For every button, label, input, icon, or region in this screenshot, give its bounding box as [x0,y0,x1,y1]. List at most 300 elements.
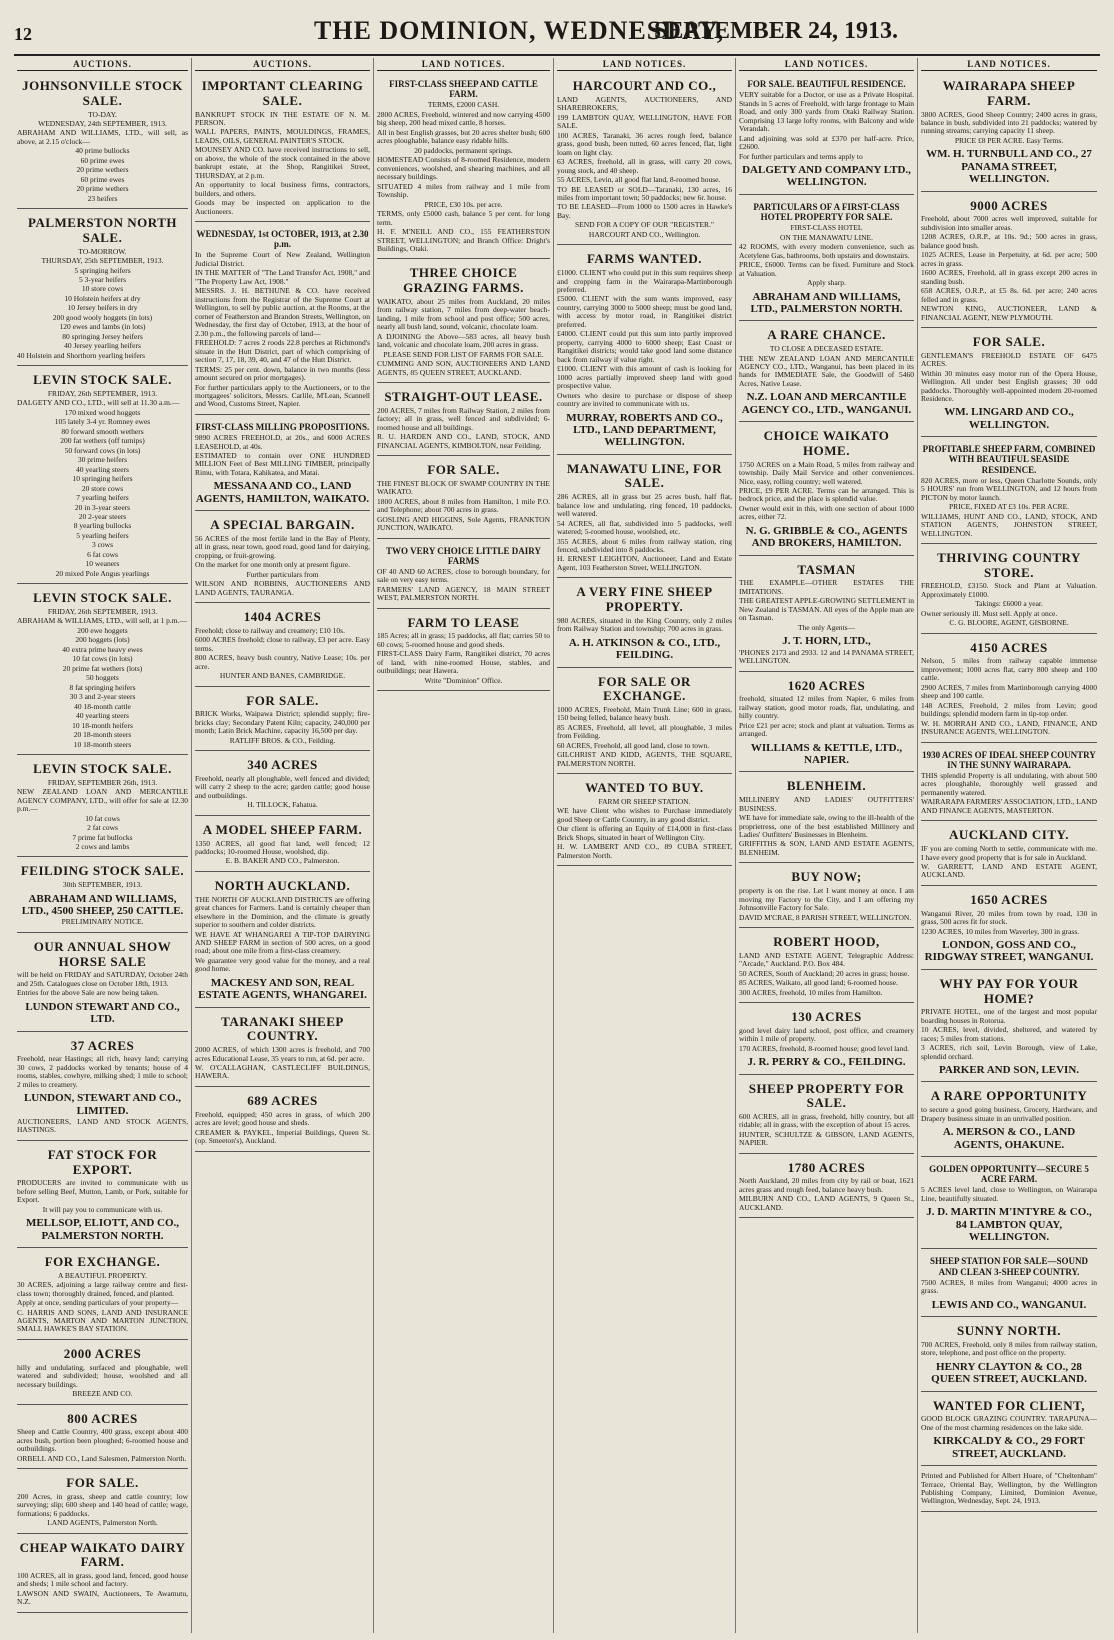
advertisement-text: A BEAUTIFUL PROPERTY. [58,1270,147,1280]
section-heading-auctions: AUCTIONS. [195,58,370,71]
advertisement-text: 1800 ACRES, about 8 miles from Hamilton, 1 mile P.O. and Telephone; about 700 acres in grass. [377,496,550,515]
advertisement-text: PRODUCERS are invited to communicate with us before selling Beef, Mutton, Lamb, or Pork, suitable for Export. [17,1178,188,1205]
advertiser-name: A. H. ATKINSON & CO., LTD., FEILDING. [568,636,721,662]
advertisement-heading: MANAWATU LINE, FOR SALE. [566,460,722,491]
advertisement-text: property is on the rise. Let I want money at once. I am moving my Factory to the City, and I am offering my Johnsonville Factory for Sale. [739,886,914,913]
column-4 [554,58,736,1633]
advertisement-text: good level dairy land school, post office, and creamery within 1 mile of property. [739,1025,914,1044]
advertisement-text: 3 cows [91,540,114,550]
advertisement-heading: 1650 ACRES [970,891,1048,907]
advertisement-text: 50 hoggets [86,673,119,683]
advertiser-name: ABRAHAM AND WILLIAMS, LTD., 4500 SHEEP, 250 CATTLE. [21,892,184,918]
advertisement [195,1089,370,1152]
advertisement-heading: CHOICE WAIKATO HOME. [763,428,890,458]
advertiser-name: WILLIAMS & KETTLE, LTD., NAPIER. [750,741,903,767]
advertisement-text: 100 ACRES, all in grass, good land, fenced, good house and sheds; 1 mile school and factory. [17,1571,188,1589]
advertisement-text: 980 ACRES, situated in the King Country, only 2 miles from Railway Station and township; 700 acres in grass. [557,615,732,634]
advertisement-text: H. ERNEST LEIGHTON, Auctioneer, Land and Estate Agent, 103 Featherston Street, WELLINGTON. [557,554,732,572]
advertisement [739,1005,914,1075]
advertisement-text: 5 3-year heifers [78,275,127,284]
advertisement-text: Freehold, near Hastings; all rich, heavy land; carrying 30 cows, 2 paddocks worked by tenants; house of 4 rooms, stables, cowbyre, milking shed; 1 mile to school; 2 miles to creamery. [17,1054,188,1089]
advertisement [739,865,914,928]
advertisement-text: 200 good wooly hoggets (in lots) [52,312,153,322]
advertisement-heading: BLENHEIM. [786,778,867,794]
advertisement-text: Further particulars from [246,569,319,579]
advertisement-heading: FEILDING STOCK SALE. [20,863,185,879]
advertisement-text: 20 mixed Pole Angus yearlings [55,568,150,578]
advertisement-text: W. GARRETT, LAND AND ESTATE AGENT, AUCKLAND. [921,861,1097,880]
advertisement-text: RATLIFF BROS. & CO., Feilding. [229,735,336,745]
advertisement-heading: FIRST-CLASS MILLING PROPOSITIONS. [195,421,370,432]
advertisement-text: DAVID M'CRAE, 8 PARISH STREET, WELLINGTON. [739,912,912,922]
advertisement-text: 300 ACRES, freehold, 10 miles from Hamilton. [739,987,883,997]
advertisement [739,197,914,321]
advertisement-text: 6 fat cows [87,549,118,559]
advertisement-text: 658 ACRES, O.R.P., at £5 8s. 6d. per acre; 240 acres felled and in grass. [921,286,1097,304]
advertisement-text: FRIDAY, 26th SEPTEMBER, 1913. [47,606,158,616]
advertisement-text: 60 ACRES, Freehold, all good land, close to town. [557,740,710,750]
advertisement-text: 2000 ACRES, of which 1300 acres is freehold, and 700 acres Educational Lease, 35 years to run, at 6d. per acre. [195,1045,370,1063]
advertisement-text: ESTIMATED to contain over ONE HUNDRED MILLION Feet of Best MILLING TIMBER, principally Rimu, with Totara, Kahikatea, and Matai. [195,451,370,477]
advertisement-text: 800 ACRES, heavy bush country, Native Lease; 10s. per acre. [195,653,370,671]
advertisement-text: 700 ACRES, Freehold, only 8 miles from railway station, store, telephone, and post office on the property. [921,1339,1097,1358]
advertisement-text: W. O'CALLAGHAN, CASTLECLIFF BUILDINGS, HAWERA. [195,1063,370,1081]
advertisement-text: 7500 ACRES, 8 miles from Wanganui; 4000 acres in grass. [921,1277,1097,1296]
advertiser-name: DALGETY AND COMPANY LTD., WELLINGTON. [742,164,911,189]
advertisement-text: TERMS, £2000 CASH. [427,100,500,110]
advertisement-text: 10 18-month heifers [72,720,133,730]
advertisement-heading: ROBERT HOOD, [773,933,880,949]
advertisement [921,823,1097,886]
advertisement-text: 55 ACRES, Levin, all good flat land, 8-roomed house. [557,175,721,185]
advertisement-text: We guarantee very good value for the money, and a real good home. [195,955,370,974]
advertisement-text: IF you are coming North to settle, communicate with me. I have every good property that is for sale in Auckland. [921,844,1097,862]
advertisement-text: OF 40 AND 60 ACRES, close to borough boundary, for sale on very easy terms. [377,566,550,585]
advertisement-text: FIRST-CLASS HOTEL [790,223,863,233]
advertisement-heading: PROFITABLE SHEEP FARM, COMBINED WITH BEAUTIFUL SEASIDE RESIDENCE. [922,444,1096,475]
advertisement-heading: A MODEL SHEEP FARM. [202,821,363,837]
advertisement-text: HUNTER, SCHULTZE & GIBSON, LAND AGENTS, NAPIER. [739,1129,914,1148]
advertisement-text: 10 weaners [85,559,120,569]
advertisement-text: AUCTIONEERS, LAND AND STOCK AGENTS, HASTINGS. [17,1116,188,1135]
advertisement [17,211,188,366]
advertisement-text: Land adjoining was sold at £370 per half-acre. Price, £2600. [739,133,914,152]
advertisement-text: H. F. M'NEILL AND CO., 155 FEATHERSTON STREET, WELLINGTON; and Branch Office: Dright's Buildings, Otaki. [377,227,550,253]
advertisement [17,1536,188,1613]
advertisement-text: THIS splendid Property is all undulating, with about 500 acres ploughable, thoroughly well grassed and permanently watered. [921,771,1097,797]
advertisement-heading: SUNNY NORTH. [956,1323,1061,1339]
advertisement-text: freehold, situated 12 miles from Napier, 6 miles from railway station, good motor roads, flat, undulating, and hilly country. [739,694,914,721]
advertisement-text: WAIRARAPA FARMERS' ASSOCIATION, LTD., LAND AND FINANCE AGENTS, MASTERTON. [921,797,1097,815]
advertisement-heading: WANTED FOR CLIENT, [932,1397,1086,1413]
advertiser-name: WM. H. TURNBULL AND CO., 27 PANAMA STREET, WELLINGTON. [926,148,1092,186]
advertisement-text: £5000. CLIENT with the sum wants improved, easy country, carrying 3000 to 5000 sheep; must be good land, with access by motor road, in Rangitikei district preferred. [557,294,732,329]
advertisement-text: CREAMER & PAYKEL, Imperial Buildings, Queen St. (op. Smeeton's), Auckland. [195,1127,370,1146]
advertisement-heading: FOR SALE. [427,462,500,478]
advertisement [739,930,914,1003]
advertisement-text: HUNTER AND BANES, CAMBRIDGE. [219,671,346,681]
advertisement-text: WE have for immediate sale, owing to the ill-health of the proprietress, one of the best established Millinery and Ladies' Outfitters' Businesses in Blenheim. [739,813,914,840]
advertisement-text: TO BE LEASED—From 1000 to 1500 acres in Hawke's Bay. [557,202,732,220]
advertisement-text: BREEZE AND CO. [72,1389,133,1399]
advertisement-text: 120 ewes and lambs (in lots) [59,322,146,332]
advertisement-text: 60 prime ewes [80,155,125,165]
advertisement-text: The only Agents— [797,622,856,632]
advertisement-text: GILCHRIST AND KIDD, AGENTS, THE SQUARE, PALMERSTON NORTH. [557,750,732,768]
advertisement [921,546,1097,634]
advertisement-heading: FIRST-CLASS SHEEP AND CATTLE FARM. [389,79,538,100]
advertiser-name: N.Z. LOAN AND MERCANTILE AGENCY CO., LTD., WANGANUI. [741,391,912,416]
advertisement-text: 10 Holstein heifers at dry [64,293,141,303]
advertisement [557,580,732,667]
advertisement-text: 20 in 3-year steers [74,502,131,512]
advertisement [921,1468,1097,1512]
advertisement-heading: 130 ACRES [791,1009,862,1025]
advertisement-text: FRIDAY, SEPTEMBER 26th, 1913. [47,777,158,787]
advertisement-text: THE FINEST BLOCK OF SWAMP COUNTRY IN THE WAIKATO. [377,478,550,497]
advertisement-text: TO BE LEASED or SOLD—Taranaki, 130 acres, 16 miles from important town; 50 paddocks; new 6r. house. [557,184,732,202]
advertisement-text: 80 forward smooth wethers [61,426,144,436]
masthead [14,14,1100,56]
advertisement-heading: FOR SALE. BEAUTIFUL RESIDENCE. [747,79,906,90]
advertisement-text: 1600 ACRES, Freehold, all in grass except 200 acres in standing bush. [921,268,1097,286]
advertisement-text: 6000 ACRES freehold; close to railway, £3 per acre. Easy terms. [195,635,370,653]
advertisement-text: Takings: £6000 a year. [975,599,1043,609]
advertisement-text: 50 ACRES, South of Auckland; 20 acres in grass; house. [739,968,910,978]
advertisement-text: £4000. CLIENT could put this sum into partly improved property, carrying 4000 to 6000 sheep; East Coast or Rangitikei districts; would take good land some distance back from railway if value right. [557,329,732,364]
advertisement [195,1010,370,1087]
advertisement-text: R. U. HARDEN AND CO., LAND, STOCK, AND FINANCIAL AGENTS, KIMBOLTON, near Feilding. [377,432,550,450]
advertisement-heading: CHEAP WAIKATO DAIRY FARM. [19,1539,186,1570]
advertisement-text: 40 extra prime heavy ewes [62,644,143,654]
advertisement-heading: WHY PAY FOR YOUR HOME? [939,975,1079,1006]
advertisement-text: LAND AND ESTATE AGENT, Telegraphic Address: "Arcade," Auckland. P.O. Box 484. [739,950,914,969]
advertisement [739,323,914,422]
advertisement-text: For further particulars apply to the Auctioneers, or to the mortgagees' solicitors, Messrs. Carlile, M'Lean, Scannell and Wood, Customs Street, Napier. [195,382,370,409]
advertiser-name: LUNDON, STEWART AND CO., LIMITED. [23,1092,182,1117]
advertisement-text: £1000. CLIENT who could put in this sum requires sheep and cropping farm in the Wairarapa-Martinborough preferred. [557,268,732,294]
advertisement [377,385,550,456]
advertisement-text: 2900 ACRES, 7 miles from Martinborough carrying 4000 sheep and 100 cattle. [921,682,1097,701]
advertisement-text: PRICE, FIXED AT £3 10s. PER ACRE. [948,502,1070,512]
advertisement-text: LAND AGENTS, AUCTIONEERS, AND SHAREBROKERS, [557,94,732,113]
advertiser-name: J. R. PERRY & CO., FEILDING. [747,1056,906,1069]
advertisement-text: GRIFFITHS & SON, LAND AND ESTATE AGENTS, BLENHEIM. [739,839,914,857]
advertisement [195,874,370,1008]
advertisement [921,1394,1097,1466]
advertisement-text: 1350 ACRES, all good fiat land, well fenced; 12 paddocks; 10-roomed House, woolshed, dip. [195,838,370,856]
advertisement-text: TO-DAY. [88,109,117,119]
advertisement [557,776,732,866]
advertisement-text: Freehold; close to railway and creamery; £10 10s. [195,625,345,635]
advertisement-text: NEW ZEALAND LOAN AND MERCANTILE AGENCY COMPANY, LTD., will offer for sale at 12.30 p.m.— [17,787,188,814]
advertiser-name: MACKESY AND SON, REAL ESTATE AGENTS, WHANGAREI. [198,976,367,1002]
advertisement-heading: PALMERSTON NORTH SALE. [28,215,177,245]
advertisement-heading: FOR SALE. [246,692,319,708]
advertisement [921,888,1097,970]
advertisement-text: 40 Jersey yearling heifers [64,341,141,351]
advertisement [739,1077,914,1154]
advertiser-name: MELLSOP, ELIOTT, AND CO., PALMERSTON NORTH. [25,1217,180,1242]
advertisement [921,745,1097,822]
advertisement-text: 200 fat wethers (off turnips) [60,436,145,446]
advertisement-text: WEDNESDAY, 24th SEPTEMBER, 1913. [38,119,167,128]
advertisement [921,330,1097,437]
advertisement-heading: THRIVING COUNTRY STORE. [937,550,1081,580]
advertisement-heading: FAT STOCK FOR EXPORT. [47,1146,158,1177]
advertisement-heading: WEDNESDAY, 1st OCTOBER, 1913, at 2.30 p.m. [196,229,369,250]
advertisement-text: Owners who desire to purchase or dispose of sheep country are invited to communicate with us. [557,390,732,409]
advertisement [17,1407,188,1470]
advertisement [921,1251,1097,1317]
advertisement-text: 60 prime ewes [80,174,125,184]
advertisement-text: FRIDAY, 26th SEPTEMBER, 1913. [47,388,158,398]
advertisement [739,674,914,773]
advertiser-name: LUNDON STEWART AND CO., LTD. [25,1000,180,1026]
advertisement-heading: NORTH AUCKLAND. [214,877,351,893]
advertisement-text: WAIKATO, about 25 miles from Auckland, 20 miles from railway station, 7 miles from deep-water beach-landing, 1 mile from school and post office; 500 acres, nearly all bush land, sound, volcanic, chocolate loam. [377,296,550,332]
advertisement [921,1159,1097,1250]
advertisement-heading: WANTED TO BUY. [585,780,704,796]
advertisement-text: 10 Jersey heifers in dry [67,303,138,313]
advertisement-text: 5 springing heifers [74,265,131,275]
advertisement-text: MILBURN AND CO., LAND AGENTS, 9 Queen St., AUCKLAND. [739,1194,914,1212]
advertisement-text: PRIVATE HOTEL, one of the largest and most popular boarding houses in Rotorua. [921,1007,1097,1025]
advertisement-text: FIRST-CLASS Dairy Farm, Rangitikei district, 70 acres of land, with nine-roomed House, stables, and outbuildings; near Hawera. [377,649,550,676]
advertiser-name: J. T. HORN, LTD., [782,635,871,648]
section-heading-land-notices: LAND NOTICES. [921,58,1097,71]
advertisement [739,558,914,672]
advertisement-text: 3 ACRES, rich soil, Levin Borough, view of Lake, splendid orchard. [921,1043,1097,1061]
advertisement-heading: 1404 ACRES [243,609,322,625]
advertisement-text: 286 ACRES, all in grass but 25 acres bush, half flat, balance low and undulating, ring fenced, 10 paddocks, well watered. [557,492,732,519]
advertisement-text: Owner would exit in this, with one section of about 1000 acres, either 72. [739,503,914,522]
advertisement [557,247,732,454]
advertisement-text: 355 ACRES, about 6 miles from railway station, ring fenced, subdivided into 8 paddocks. [557,536,732,554]
advertisement-text: It will pay you to communicate with us. [42,1204,163,1214]
advertisement-text: 40 Holstein and Shorthorn yearling heifers [17,350,146,360]
advertiser-name: PARKER AND SON, LEVIN. [938,1064,1080,1077]
advertisement-heading: AUCKLAND CITY. [949,827,1069,843]
advertisement-text: 200 ACRES, 7 miles from Railway Station, 2 miles from factory; all in grass, well fenced and subdivided; 6-roomed house and all buildings. [377,405,550,432]
advertisement-text: 1230 ACRES, 10 miles from Waverley, 300 in grass. [921,926,1080,936]
advertisement-text: 23 heifers [87,193,118,203]
advertisement-heading: OUR ANNUAL SHOW HORSE SALE [33,938,172,969]
advertisement-text: 820 ACRES, more or less, Queen Charlotte Sounds, only 5 HOURS' run from WELLINGTON, and 12 hours from PICTON by motor launch. [921,475,1097,502]
advertisement-text: Printed and Published for Albert Hoare, of "Cheltenham" Terrace, Oriental Bay, Wellington, by the Wellington Publishing Company, Limited, Dominion Avenue, Wellington, Wednesday, Sept. 24, 1913. [921,1471,1097,1506]
column-6 [918,58,1100,1633]
advertisement-text: LAND AGENTS, Palmerston North. [47,1518,158,1528]
advertisement-text: SITUATED 4 miles from railway and 1 mile from Township. [377,181,550,200]
advertisement [377,541,550,609]
advertisement-text: WALL PAPERS, PAINTS, MOULDINGS, FRAMES, LEADS, OILS, GENERAL PAINTER'S STOCK. [195,127,370,145]
advertisement-text: ABRAHAM & WILLIAMS, LTD., will sell, at 1 p.m.— [17,616,187,626]
advertisement-text: 20 2-year steers [78,512,127,521]
issue-date: SEPTEMBER 24, 1913. [654,18,899,44]
advertisement-text: 10 fat cows [85,813,120,823]
advertisement-text: 1750 ACRES on a Main Road, 5 miles from railway and township. Daily Mail Service and other conveniences. Nice, easy, rolling country; well watered. [739,459,914,486]
advertisement [557,457,732,579]
advertisement [557,74,732,245]
advertisement-heading: 1620 ACRES [787,677,866,693]
advertisement-text: 40 yearling steers [76,711,129,721]
advertisement [17,935,188,1032]
advertisement-text: 2 fat cows [87,823,118,833]
advertisement-heading: FOR SALE OR EXCHANGE. [598,673,691,704]
advertisement-text: 10 18-month steers [73,739,132,749]
advertisement-heading: BUY NOW; [791,869,862,885]
advertisement-text: 170 mixed wood hoggets [64,407,141,417]
advertisement-text: All in best English grasses, but 20 acres shelter bush; 600 acres ploughable, balance easy ridable hills. [377,127,550,146]
advertisement-text: North Auckland, 20 miles from city by rail or boat, 1621 acres grass and rough feed, balance heavy bush. [739,1176,914,1194]
advertisement-text: HOMESTEAD Consists of 8-roomed Residence, modern conveniences, woolshed, and shearing machines, and all necessary buildings. [377,155,550,182]
advertisement-text: Goods may be inspected on application to the Auctioneers. [195,198,370,216]
advertiser-name: ABRAHAM AND WILLIAMS, LTD., PALMERSTON NORTH. [750,290,903,315]
advertisement-text: Within 30 minutes easy motor run of the Opera House, Wellington. All under best English grasses; 30 odd paddocks. Thoroughly well-appointed modern 20-roomed Residence. [921,368,1097,404]
advertisement-text: 200 Acres, in grass, sheep and cattle country; low surveying; slip; 600 sheep and 140 head of cattle; wage, formations; 6 paddocks. [17,1491,188,1518]
advertisement-text: 185 Acres; all in grass; 15 paddocks, all flat; carries 50 to 60 cows; 5-roomed house and good sheds. [377,631,550,649]
column-2 [192,58,374,1633]
advertisement-text: THE NEW ZEALAND LOAN AND MERCANTILE AGENCY CO., LTD., Wanganui, has been placed in its hands for IMMEDIATE Sale, the Goodwill of 5460 Acres, Native Lease. [739,353,914,388]
advertisement-text: CUMMING AND SON, AUCTIONEERS AND LAND AGENTS, 85 QUEEN STREET, AUCKLAND. [377,359,550,377]
advertisement-text: In the Supreme Court of New Zealand, Wellington Judicial District. [195,250,370,268]
advertisement-text: 7 prime fat bullocks [72,832,133,842]
column-5 [736,58,918,1633]
advertisement-text: 30 prime heifers [77,455,128,465]
advertisement-text: THURSDAY, 25th SEPTEMBER, 1913. [41,256,164,266]
advertisement-text: FREEHOLD, £3150. Stock and Plant at Valuation. Approximately £1000. [921,581,1097,599]
newspaper-title: THE DOMINION, WEDNESDAY, [314,16,725,45]
advertisement-text: MESSRS. J. H. BETHUNE & CO. have received instructions from the Registrar of the Supreme Court at Wellington, to sell by public auction, at the Rooms, at the corner of Featherston and Brandon Streets, Wellington, on Wednesday, the first day of October, 1913, at the hour of 2.30 p.m., the following parcels of land— [195,286,370,338]
advertisement-heading: 2000 ACRES [63,1345,142,1361]
advertisement [195,689,370,752]
advertisement-text: C. G. BLOORE, AGENT, GISBORNE. [949,618,1069,628]
advertisement-text: TERMS, only £5000 cash, balance 5 per cent. for long term. [377,209,550,227]
advertisement-heading: 340 ACRES [247,757,318,773]
advertisement-text: ON THE MANAWATU LINE. [780,232,873,242]
advertisement-text: 148 ACRES, Freehold, 2 miles from Levin; good buildings; splendid modern farm in tip-top order. [921,700,1097,719]
advertisement-text: 54 ACRES, all flat, subdivided into 5 paddocks, well watered; 5-roomed house, woolshed, etc. [557,518,732,537]
advertisement-text: 30th SEPTEMBER, 1913. [62,880,143,890]
advertisement-text: 20 prime wethers [76,165,129,175]
advertisement [17,1250,188,1340]
advertisement-text: 3800 ACRES, Good Sheep Country; 2400 acres in grass, balance in bush, subdivided into 21 paddocks; watered by running streams; carrying capacity 11 sheep. [921,109,1097,136]
advertisement-text: 5 yearling heifers [76,530,129,540]
advertisement [377,261,550,383]
advertisement-text: WILSON AND ROBBINS, AUCTIONEERS AND LAND AGENTS, TAURANGA. [195,579,370,597]
advertisement-text: 'PHONES 2173 and 2933. 12 and 14 PANAMA STREET, WELLINGTON. [739,647,914,666]
advertisement-text: Freehold, about 7000 acres well improved, suitable for subdivision into smaller areas. [921,214,1097,232]
advertisement-text: 85 ACRES, Waikato, all good land; 6-roomed house. [739,978,898,988]
advertisement-text: 30 3 and 2-year steers [69,692,136,702]
advertisement-text: GOOD BLOCK GRAZING COUNTRY. TARAPUNA—One of the most charming residences on the lake side. [921,1414,1097,1432]
advertisement-text: 1000 ACRES, Freehold, Main Trunk Line; 600 in grass, 150 being felled, balance heavy bush. [557,704,732,723]
advertisement-text: Apply sharp. [807,278,846,288]
advertisement [921,1319,1097,1391]
advertisement-text: 40 yearling steers [76,464,129,474]
advertisement [739,774,914,863]
advertisement-text: MILLINERY AND LADIES' OUTFITTERS' BUSINESS. [739,795,914,813]
advertisement-heading: JOHNSONVILLE STOCK SALE. [22,78,183,108]
advertisement-text: 100 ACRES, Taranaki, 36 acres rough feed, balance grass, good bush, been tutted, 60 acres fenced, flat, light loam on light clay. [557,130,732,157]
advertisement [17,74,188,209]
advertisement-text: 8 yearling bullocks [73,521,132,531]
advertisement-text: GOSLING AND HIGGINS, Sole Agents, FRANKTON JUNCTION, WAIKATO. [377,514,550,533]
advertisement-heading: FOR EXCHANGE. [44,1253,161,1269]
advertisement-heading: SHEEP STATION FOR SALE—SOUND AND CLEAN 3-SHEEP COUNTRY. [930,1256,1088,1277]
advertisement-text: TERMS: 25 per cent. down, balance in two months (less amount secured on prior mortgages). [195,364,370,383]
advertisement [17,757,188,857]
advertisement-text: PRICE, £9 PER ACRE. Terms can be arranged. This is bedrock price, and the place is splendid value. [739,486,914,504]
advertisement-text: 2 cows and lambs [75,841,130,851]
advertisement-text: Freehold, equipped; 450 acres in grass, of which 200 acres are level; good house and sheds. [195,1109,370,1128]
section-heading-land-notices: LAND NOTICES. [739,58,914,71]
advertiser-name: LONDON, GOSS AND CO., RIDGWAY STREET, WANGANUI. [924,939,1094,964]
advertisement-text: Nelson, 5 miles from railway capable immense improvement; 1000 acres flat, carry 800 sheep and 100 cattle. [921,656,1097,683]
advertisement-heading: FARM TO LEASE [407,614,520,630]
advertisement-text: FREEHOLD: 7 acres 2 roods 22.8 perches at Richmond's situate in the Hutt District, part of which comprising of section 7, 17, 18, 39, 40, and 47 of the Hutt District. [195,338,370,365]
advertisement-text: WE HAVE AT WHANGAREI A TIP-TOP DAIRYING AND SHEEP FARM in section of 500 acres, on a good road; about one mile from a first-class creamery. [195,929,370,956]
advertisement-heading: A RARE CHANCE. [767,327,886,343]
advertisement-text: THE EXAMPLE—OTHER ESTATES THE IMITATIONS. [739,578,914,596]
advertisement-text: 50 forward cows (in lots) [64,445,141,455]
column-1 [14,58,192,1633]
advertisement-heading: FOR SALE. [66,1475,139,1491]
advertisement-text: 80 springing Jersey heifers [62,331,143,341]
advertisement [195,417,370,511]
advertisement-heading: FOR SALE. [972,333,1046,349]
advertisement-heading: THREE CHOICE GRAZING FARMS. [403,265,524,296]
advertisement-text: 105 lately 3-4 yr. Romney ewes [54,417,151,427]
advertisement-text: E. B. BAKER AND CO., Palmerston. [225,856,340,866]
advertisement-text: 1208 ACRES, O.R.P., at 10s. 9d.; 500 acres in grass, balance good bush. [921,232,1097,250]
advertisement-heading: 1930 ACRES OF IDEAL SHEEP COUNTRY IN THE SUNNY WAIRARAPA. [922,749,1096,770]
advertisement [17,1034,188,1141]
advertisement-text: GENTLEMAN'S FREEHOLD ESTATE OF 6475 ACRES. [921,350,1097,369]
advertisement-text: 10 store cows [81,284,124,294]
advertisement-heading: WAIRARAPA SHEEP FARM. [942,78,1076,108]
advertisement-text: W. H. MORRAH AND CO., LAND, FINANCE, AND INSURANCE AGENTS, WELLINGTON. [921,718,1097,737]
advertisement-heading: TARANAKI SHEEP COUNTRY. [221,1013,344,1044]
advertisement-text: 20 store cows [81,483,124,493]
advertiser-name: WM. LINGARD AND CO., WELLINGTON. [944,406,1074,431]
advertisement-heading: 37 ACRES [70,1037,135,1053]
advertisement-text: DALGETY AND CO., LTD., will sell at 11.30 a.m.— [17,398,180,408]
advertisement-text: For further particulars and terms apply to [739,151,863,161]
advertisement-text: 200 hoggets (lots) [75,635,130,645]
advertisement-text: 600 ACRES, all in grass, freehold, hilly country, but all ridable; all in grass, with the exception of about 15 acres. [739,1111,914,1130]
column-3 [374,58,554,1633]
advertisement-heading: A SPECIAL BARGAIN. [210,517,355,533]
advertisement [921,1084,1097,1156]
advertisement-text: 8 fat springing heifers [69,682,136,692]
advertisement-text: FARMERS' LAND AGENCY, 18 MAIN STREET WEST, PALMERSTON NORTH. [377,584,550,603]
advertisement-text: £1000. CLIENT with this amount of cash is looking for 1000 acres partially improved sheep land with good prospective value. [557,364,732,391]
advertiser-name: KIRKCALDY & CO., 29 FORT STREET, AUCKLAND. [933,1435,1085,1460]
section-heading-land-notices: LAND NOTICES. [557,58,732,71]
advertisement [377,611,550,692]
advertisement [195,513,370,603]
advertisement-text: MOUNSEY AND CO. have received instructions to sell, on above, the whole of the stock contained in the above bankrupt estate, at the Shop, Rangitikei Street, THURSDAY, at 2 p.m. [195,145,370,180]
advertisement-text: 1025 ACRES, Lease in Perpetuity, at 6d. per acre; 500 acres in grass. [921,250,1097,268]
advertiser-name: HENRY CLAYTON & CO., 28 QUEEN STREET, AUCKLAND. [931,1360,1087,1386]
advertisement [921,972,1097,1083]
advertisement-heading: HARCOURT AND CO., [572,78,717,94]
advertisement [195,753,370,816]
advertisement [921,194,1097,328]
advertisement [739,74,914,195]
advertisement [921,74,1097,192]
